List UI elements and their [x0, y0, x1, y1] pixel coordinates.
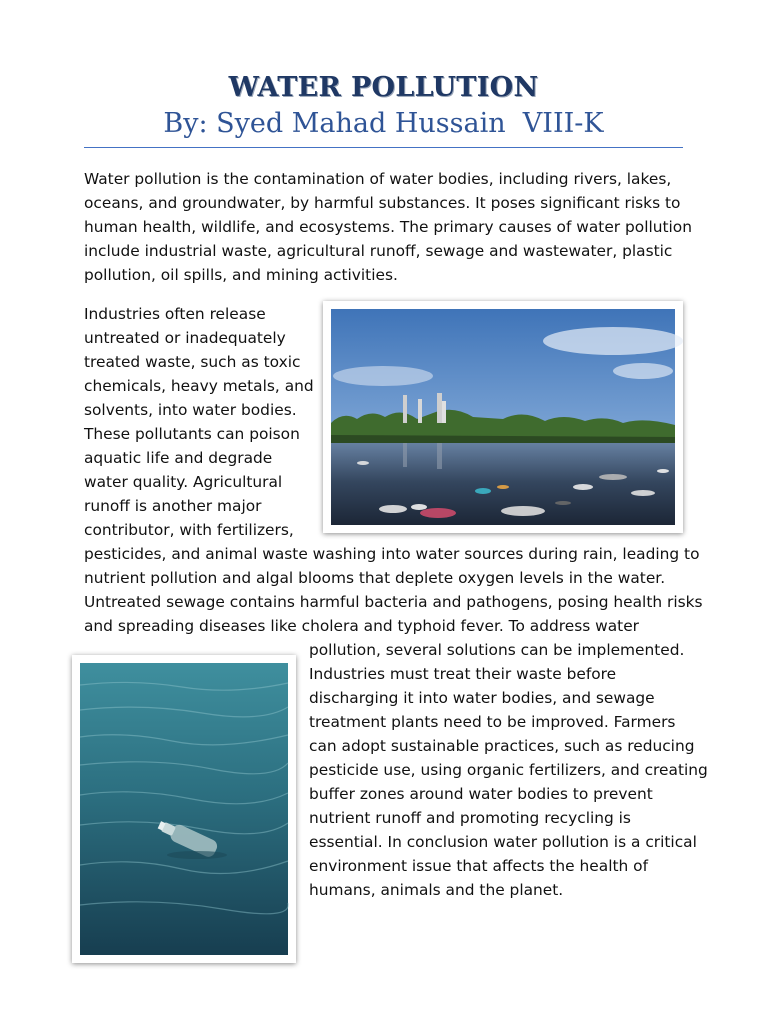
- text-line: and spreading diseases like cholera and typhoid fever. To address water: [84, 617, 639, 635]
- author-byline: By: Syed Mahad Hussain VIII-K: [163, 108, 604, 139]
- text-line: essential. In conclusion water pollution is a critical: [309, 833, 697, 851]
- text-line: humans, animals and the planet.: [309, 881, 564, 899]
- text-line: pollution, oil spills, and mining activities.: [84, 266, 398, 284]
- body-paragraph-right: [309, 638, 708, 902]
- text-line: treatment plants need to be improved. Farmers: [309, 713, 676, 731]
- text-line: water quality. Agricultural: [84, 473, 283, 491]
- text-line: Untreated sewage contains harmful bacteria and pathogens, posing health risks: [84, 593, 703, 611]
- document-title: WATER POLLUTION: [228, 72, 539, 103]
- text-line: nutrient pollution and algal blooms that deplete oxygen levels in the water.: [84, 569, 666, 587]
- text-line: human health, wildlife, and ecosystems. The primary causes of water pollution: [84, 218, 692, 236]
- text-line: treated waste, such as toxic: [84, 353, 301, 371]
- text-line: Water pollution is the contamination of water bodies, including rivers, lakes,: [84, 170, 672, 188]
- text-line: aquatic life and degrade: [84, 449, 273, 467]
- text-line: runoff is another major: [84, 497, 262, 515]
- text-line: chemicals, heavy metals, and: [84, 377, 314, 395]
- text-line: solvents, into water bodies.: [84, 401, 297, 419]
- floating-bottle-photo: [72, 655, 296, 963]
- text-line: These pollutants can poison: [84, 425, 300, 443]
- text-line: discharging it into water bodies, and sewage: [309, 689, 655, 707]
- body-paragraph-wrapped: [84, 302, 314, 542]
- text-line: pesticides, and animal waste washing into water sources during rain, leading to: [84, 545, 700, 563]
- text-line: untreated or inadequately: [84, 329, 286, 347]
- text-line: Industries must treat their waste before: [309, 665, 617, 683]
- text-line: environment issue that affects the health of: [309, 857, 648, 875]
- text-line: nutrient runoff and promoting recycling is: [309, 809, 631, 827]
- text-line: contributor, with fertilizers,: [84, 521, 294, 539]
- text-line: oceans, and groundwater, by harmful substances. It poses significant risks to: [84, 194, 681, 212]
- text-line: can adopt sustainable practices, such as reducing: [309, 737, 695, 755]
- intro-paragraph: [84, 167, 704, 287]
- title-underline: [84, 147, 683, 148]
- body-paragraph-full: [84, 542, 704, 638]
- polluted-river-photo: [323, 301, 683, 533]
- text-line: buffer zones around water bodies to prevent: [309, 785, 653, 803]
- text-line: pesticide use, using organic fertilizers, and creating: [309, 761, 708, 779]
- text-line: Industries often release: [84, 305, 266, 323]
- text-line: include industrial waste, agricultural runoff, sewage and wastewater, plastic: [84, 242, 673, 260]
- text-line: pollution, several solutions can be implemented.: [309, 641, 685, 659]
